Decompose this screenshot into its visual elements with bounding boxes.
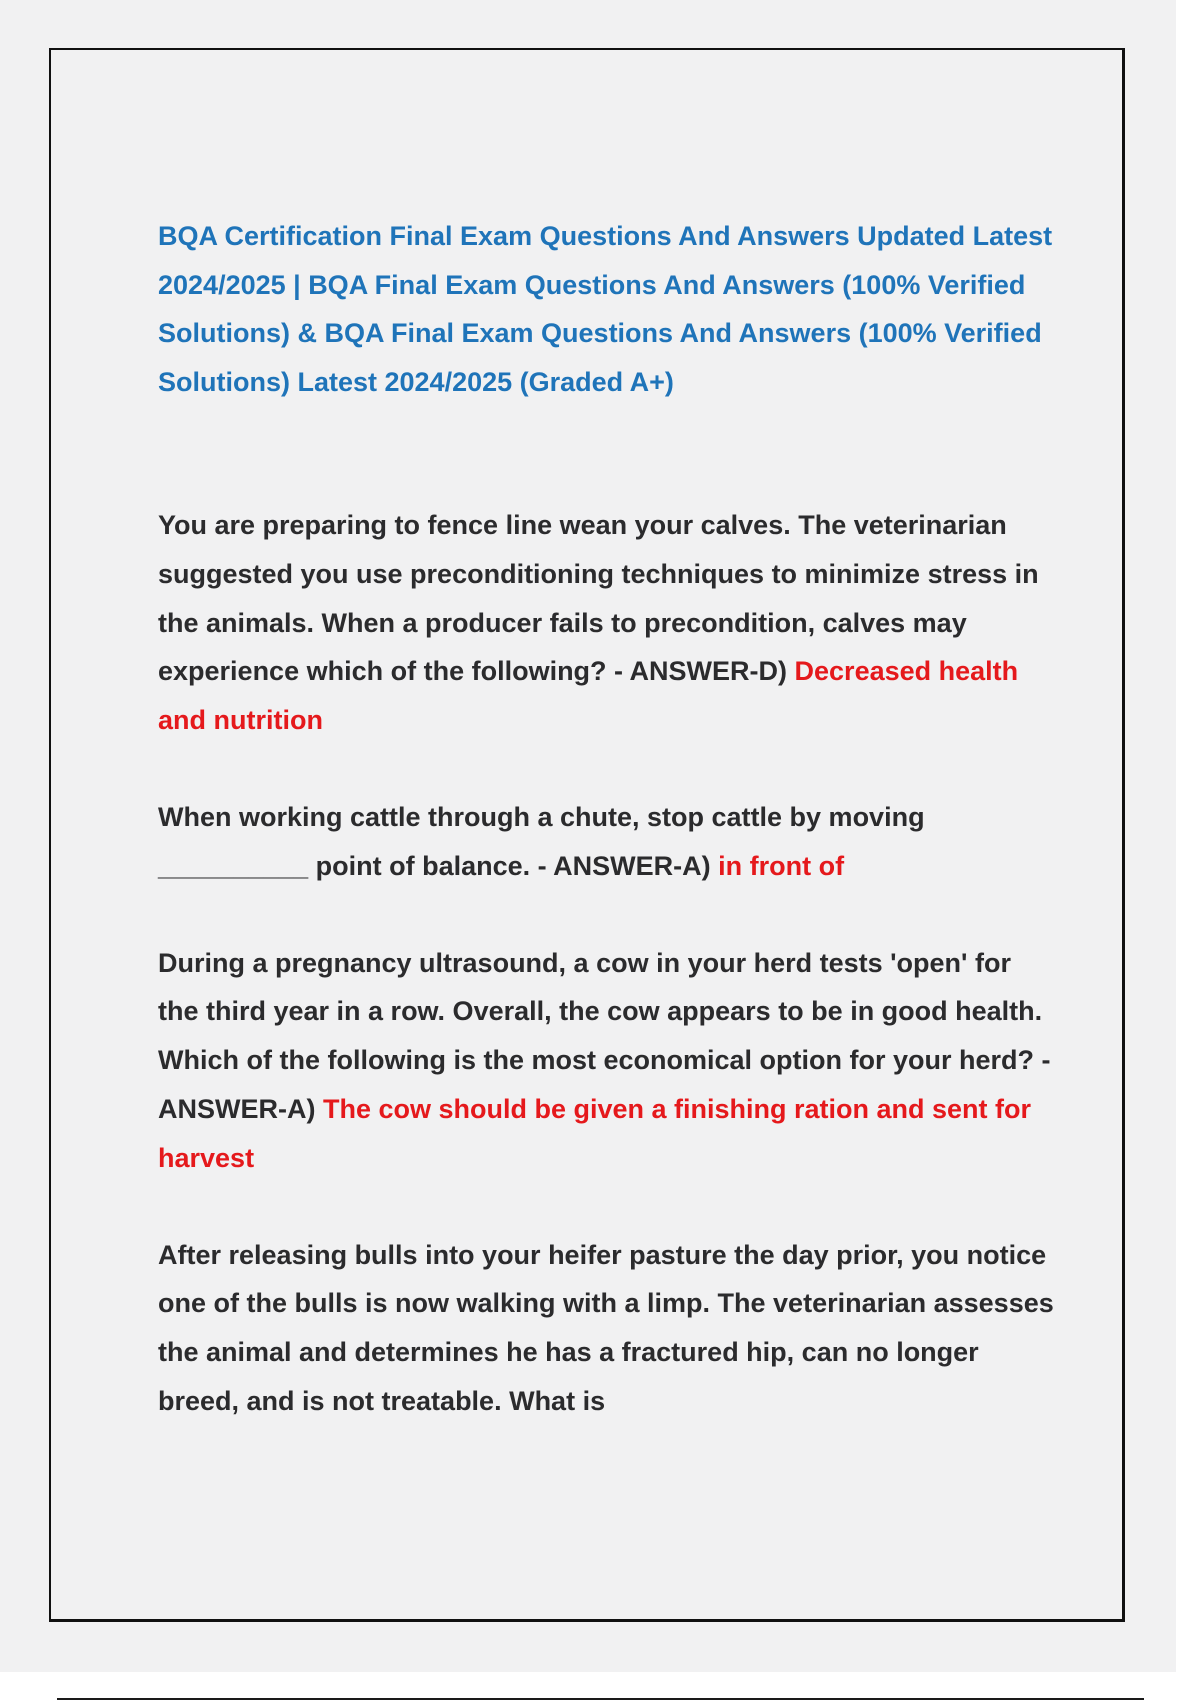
question-item	[158, 1231, 1058, 1426]
answer-text: in front of	[718, 850, 845, 881]
question-text: You are preparing to fence line wean your calves. The veterinarian suggested you use preconditioning techniques to minimize stress in the animals. When a producer fails to precondition, calves may experience which of the following? - ANSWER-D)	[158, 510, 1039, 687]
question-text: When working cattle through a chute, stop cattle by moving __________ point of balance. - ANSWER-A)	[158, 801, 925, 881]
answer-text: The cow should be given a finishing ration and sent for harvest	[158, 1093, 1032, 1173]
document-content	[158, 212, 1058, 1426]
question-text: During a pregnancy ultrasound, a cow in your herd tests 'open' for the third year in a row. Overall, the cow appears to be in good health. Which of the following is the most economical option for your herd? - ANSWER-A)	[158, 947, 1051, 1124]
question-item	[158, 501, 1058, 745]
question-item	[158, 793, 1058, 891]
answer-text: Decreased health and nutrition	[158, 656, 1019, 736]
question-item	[158, 939, 1058, 1183]
question-text: After releasing bulls into your heifer pasture the day prior, you notice one of the bulls is now walking with a limp. The veterinarian assesses the animal and determines he has a fractured hip, can no longer breed, and is not treatable. What is	[158, 1239, 1054, 1416]
document-title: BQA Certification Final Exam Questions And Answers Updated Latest 2024/2025 | BQA Final Exam Questions And Answers (100% Verified Solutions) & BQA Final Exam Questions And Answers (100% Verified Solutions) Latest 2024/2025 (Graded A+)	[158, 221, 1053, 397]
